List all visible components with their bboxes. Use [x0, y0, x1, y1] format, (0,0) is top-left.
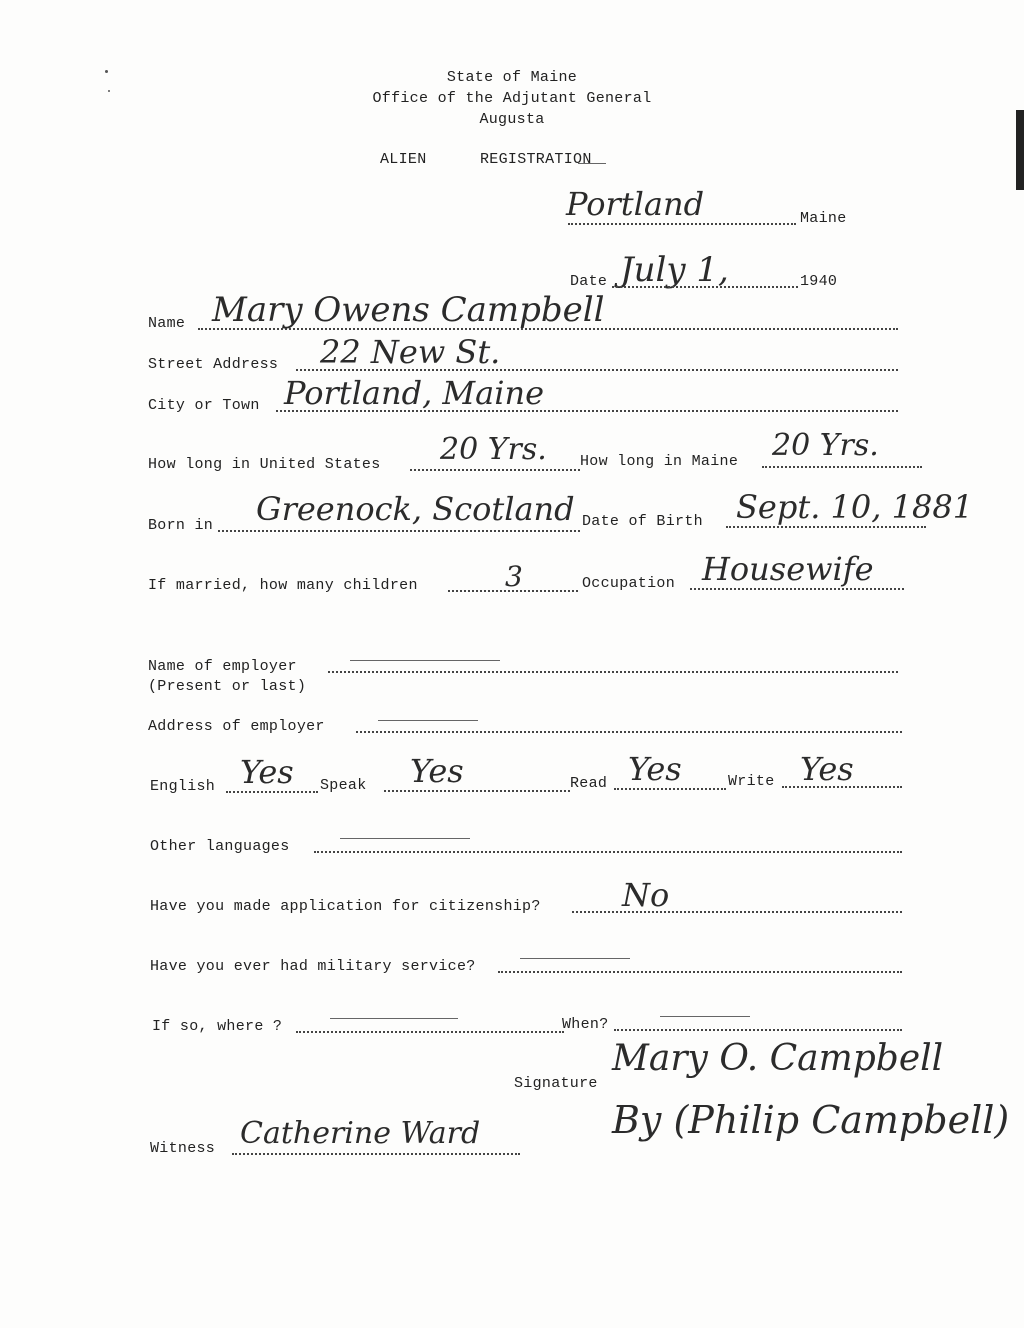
citizenship-label: Have you made application for citizenship?	[150, 898, 541, 915]
us-duration-dots	[410, 469, 580, 471]
other-languages-label: Other languages	[150, 838, 290, 855]
read-label: Read	[570, 775, 608, 792]
city-value: Portland, Maine	[284, 374, 545, 412]
birth-date-label: Date of Birth	[582, 513, 703, 530]
write-label: Write	[728, 773, 775, 790]
title-registration: REGISTRATION	[480, 151, 592, 168]
header-state: State of Maine	[446, 69, 578, 86]
maine-duration-dots	[762, 466, 922, 468]
speak-label: Speak	[320, 777, 367, 794]
children-label: If married, how many children	[148, 577, 418, 594]
witness-dots	[232, 1153, 520, 1155]
occupation-label: Occupation	[582, 575, 676, 592]
other-languages-dots	[314, 851, 902, 853]
birth-date-dots	[726, 526, 926, 528]
employer-sublabel: (Present or last)	[148, 678, 307, 695]
us-duration-value: 20 Yrs.	[440, 432, 547, 467]
employer-address-dots	[356, 731, 902, 733]
write-value: Yes	[800, 750, 854, 788]
street-label: Street Address	[148, 356, 279, 373]
military-dots	[498, 971, 902, 973]
employer-label: Name of employer	[148, 658, 297, 675]
header-city: Augusta	[479, 111, 545, 128]
date-value: July 1,	[620, 250, 729, 290]
military-dash	[520, 958, 630, 959]
scan-speck	[108, 90, 110, 92]
where-dots	[296, 1031, 564, 1033]
born-in-label: Born in	[148, 517, 214, 534]
scan-speck	[105, 70, 108, 73]
place-state-label: Maine	[800, 210, 847, 227]
date-label: Date	[570, 273, 608, 290]
speak-dots	[384, 790, 570, 792]
us-duration-label: How long in United States	[148, 456, 381, 473]
signature-line2: By (Philip Campbell)	[612, 1098, 1010, 1142]
signature-label: Signature	[514, 1075, 598, 1092]
date-year: 1940	[800, 273, 838, 290]
employer-address-dash	[378, 720, 478, 721]
when-dash	[660, 1016, 750, 1017]
children-value: 3	[505, 560, 523, 593]
place-value: Portland	[566, 185, 705, 223]
speak-value: Yes	[410, 752, 464, 790]
read-value: Yes	[628, 750, 682, 788]
english-dots	[226, 791, 318, 793]
place-dots	[568, 223, 796, 225]
maine-duration-value: 20 Yrs.	[772, 428, 879, 463]
read-dots	[614, 788, 726, 790]
witness-value: Catherine Ward	[240, 1116, 481, 1151]
scan-edge-mark	[1016, 110, 1024, 190]
employer-dots	[328, 671, 898, 673]
witness-label: Witness	[150, 1140, 216, 1157]
born-in-value: Greenock, Scotland	[256, 490, 575, 528]
born-in-dots	[218, 530, 580, 532]
employer-dash	[350, 660, 500, 661]
city-label: City or Town	[148, 397, 260, 414]
english-label: English	[150, 778, 216, 795]
street-value: 22 New St.	[320, 333, 501, 371]
where-dash	[330, 1018, 458, 1019]
birth-date-value: Sept. 10, 1881	[736, 488, 974, 526]
where-label: If so, where ?	[152, 1018, 283, 1035]
name-label: Name	[148, 315, 186, 332]
signature-line1: Mary O. Campbell	[612, 1038, 944, 1079]
occupation-value: Housewife	[702, 550, 874, 588]
military-label: Have you ever had military service?	[150, 958, 476, 975]
occupation-dots	[690, 588, 904, 590]
name-value: Mary Owens Campbell	[212, 290, 605, 330]
maine-duration-label: How long in Maine	[580, 453, 739, 470]
date-dots	[612, 286, 798, 288]
citizenship-value: No	[622, 876, 670, 914]
title-underline	[578, 163, 606, 164]
other-languages-dash	[340, 838, 470, 839]
when-dots	[614, 1029, 902, 1031]
when-label: When?	[562, 1016, 609, 1033]
employer-address-label: Address of employer	[148, 718, 325, 735]
header-office: Office of the Adjutant General	[372, 90, 652, 107]
title-alien: ALIEN	[380, 151, 427, 168]
english-value: Yes	[240, 753, 294, 791]
